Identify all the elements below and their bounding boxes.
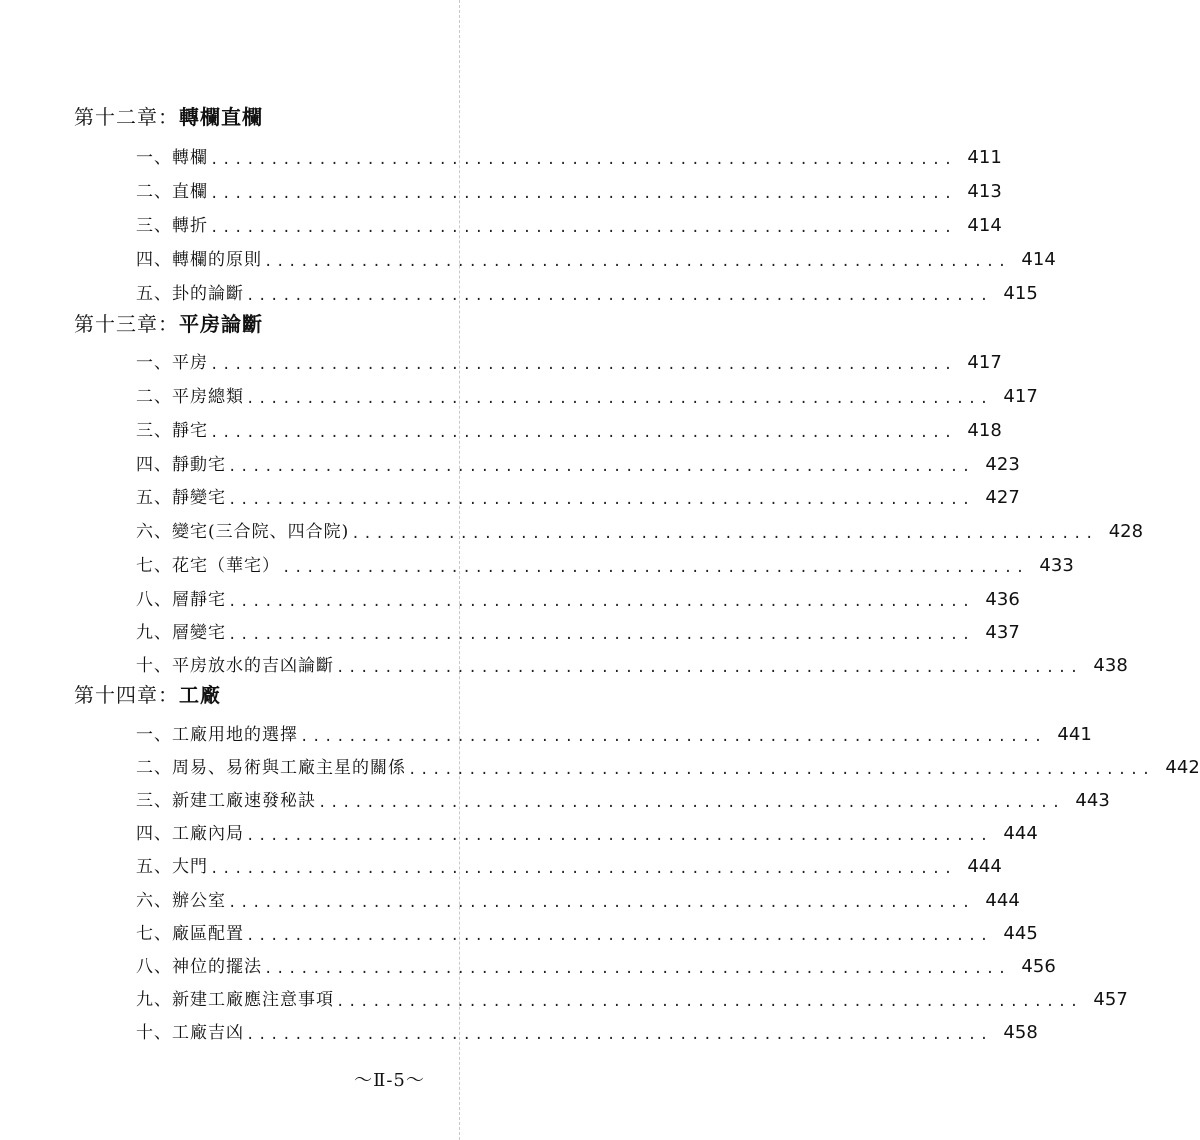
toc-entry[interactable] <box>136 517 1144 545</box>
toc-entry-page: 423 <box>985 454 1020 475</box>
dot-leader: .............................................................. <box>300 729 1046 745</box>
toc-entry-page: 411 <box>967 147 1002 168</box>
dot-leader: .............................................................. <box>351 526 1098 542</box>
toc-entry-label: 七、花宅（華宅） <box>136 556 280 576</box>
toc-entry-page: 433 <box>1039 555 1074 576</box>
toc-entry[interactable] <box>136 585 1020 613</box>
toc-entry-page: 437 <box>985 622 1020 643</box>
dot-leader: .............................................................. <box>246 1027 992 1043</box>
chapter-title: 平房論斷 <box>179 312 263 336</box>
toc-entry[interactable] <box>136 952 1056 980</box>
toc-entry-page: 417 <box>1003 386 1038 407</box>
toc-entry-label: 九、新建工廠應注意事項 <box>136 990 334 1010</box>
toc-entry-label: 一、工廠用地的選擇 <box>136 725 298 745</box>
toc-entry-page: 444 <box>1003 823 1038 844</box>
toc-entry-label: 四、工廠內局 <box>136 824 244 844</box>
toc-entry-label: 十、工廠吉凶 <box>136 1023 244 1043</box>
dot-leader: .............................................................. <box>336 994 1082 1010</box>
toc-entry-label: 四、靜動宅 <box>136 455 226 475</box>
toc-entry[interactable] <box>136 279 1038 307</box>
toc-entry[interactable] <box>136 348 1002 376</box>
toc-entry[interactable] <box>136 483 1020 511</box>
chapter-number: 第十四章： <box>74 683 179 707</box>
chapter-title: 轉欄直欄 <box>179 105 263 129</box>
toc-entry-label: 一、平房 <box>136 353 208 373</box>
dot-leader: .............................................................. <box>336 660 1082 676</box>
toc-entry-page: 457 <box>1093 989 1128 1010</box>
toc-entry-page: 417 <box>967 352 1002 373</box>
toc-entry-page: 438 <box>1093 655 1128 676</box>
toc-entry[interactable] <box>136 651 1128 679</box>
toc-entry-page: 444 <box>967 856 1002 877</box>
toc-entry[interactable] <box>136 852 1002 880</box>
toc-entry[interactable] <box>136 886 1020 914</box>
dot-leader: .............................................................. <box>210 152 956 168</box>
chapter-number: 第十三章： <box>74 312 179 336</box>
toc-entry-label: 八、神位的擺法 <box>136 957 262 977</box>
toc-entry[interactable] <box>136 551 1074 579</box>
toc-entry-label: 六、辦公室 <box>136 891 226 911</box>
toc-entry-label: 三、靜宅 <box>136 421 208 441</box>
page-number: ～Ⅱ-5～ <box>354 1070 425 1091</box>
toc-entry-label: 五、大門 <box>136 857 208 877</box>
toc-entry-label: 一、轉欄 <box>136 148 208 168</box>
dot-leader: .............................................................. <box>318 795 1064 811</box>
dot-leader: .............................................................. <box>246 288 992 304</box>
toc-entry-page: 444 <box>985 890 1020 911</box>
toc-entry[interactable] <box>136 245 1056 273</box>
chapter-title: 工廠 <box>179 683 221 707</box>
toc-entry-page: 445 <box>1003 923 1038 944</box>
dot-leader: .............................................................. <box>228 492 974 508</box>
toc-entry-page: 414 <box>967 215 1002 236</box>
dot-leader: .............................................................. <box>246 828 992 844</box>
toc-entry-page: 415 <box>1003 283 1038 304</box>
dot-leader: .............................................................. <box>246 928 992 944</box>
toc-entry[interactable] <box>136 618 1020 646</box>
dot-leader: .............................................................. <box>228 627 974 643</box>
toc-entry-page: 441 <box>1057 724 1092 745</box>
dot-leader: .............................................................. <box>228 895 974 911</box>
toc-entry-page: 456 <box>1021 956 1056 977</box>
dot-leader: .............................................................. <box>228 594 974 610</box>
toc-entry[interactable] <box>136 416 1002 444</box>
toc-entry-page: 428 <box>1108 521 1144 542</box>
toc-entry-page: 458 <box>1003 1022 1038 1043</box>
toc-entry[interactable] <box>136 720 1092 748</box>
toc-entry-label: 五、卦的論斷 <box>136 284 244 304</box>
toc-entry-label: 二、周易、易術與工廠主星的關係 <box>136 758 406 778</box>
toc-entry-label: 三、轉折 <box>136 216 208 236</box>
dot-leader: .............................................................. <box>210 186 956 202</box>
chapter-number: 第十二章： <box>74 105 179 129</box>
dot-leader: .............................................................. <box>210 425 956 441</box>
chapter-heading <box>74 104 263 130</box>
dot-leader: .............................................................. <box>282 560 1028 576</box>
dot-leader: .............................................................. <box>408 762 1154 778</box>
toc-entry-page: 418 <box>967 420 1002 441</box>
toc-entry-label: 三、新建工廠速發秘訣 <box>136 791 316 811</box>
toc-entry-label: 四、轉欄的原則 <box>136 250 262 270</box>
toc-entry-page: 443 <box>1075 790 1110 811</box>
dot-leader: .............................................................. <box>264 961 1010 977</box>
toc-entry-label: 八、層靜宅 <box>136 590 226 610</box>
toc-entry[interactable] <box>136 177 1002 205</box>
chapter-heading <box>74 311 263 337</box>
toc-entry[interactable] <box>136 1018 1038 1046</box>
toc-entry-label: 二、平房總類 <box>136 387 244 407</box>
toc-entry[interactable] <box>136 211 1002 239</box>
toc-entry[interactable] <box>136 382 1038 410</box>
toc-entry[interactable] <box>136 819 1038 847</box>
toc-entry-label: 十、平房放水的吉凶論斷 <box>136 656 334 676</box>
toc-entry[interactable] <box>136 450 1020 478</box>
toc-entry-page: 442 <box>1165 757 1200 778</box>
toc-entry-page: 436 <box>985 589 1020 610</box>
dot-leader: .............................................................. <box>264 254 1010 270</box>
toc-entry[interactable] <box>136 786 1110 814</box>
dot-leader: .............................................................. <box>228 459 974 475</box>
toc-entry-label: 七、廠區配置 <box>136 924 244 944</box>
toc-entry-page: 414 <box>1021 249 1056 270</box>
toc-entry[interactable] <box>136 985 1128 1013</box>
dot-leader: .............................................................. <box>210 357 956 373</box>
toc-entry-label: 六、變宅(三合院、四合院) <box>136 522 350 542</box>
toc-entry-page: 427 <box>985 487 1020 508</box>
toc-entry[interactable] <box>136 919 1038 947</box>
dot-leader: .............................................................. <box>246 391 992 407</box>
dot-leader: .............................................................. <box>210 220 956 236</box>
dot-leader: .............................................................. <box>210 861 956 877</box>
toc-entry-page: 413 <box>967 181 1002 202</box>
toc-entry-label: 九、層變宅 <box>136 623 226 643</box>
toc-entry-label: 五、靜變宅 <box>136 488 226 508</box>
toc-entry[interactable] <box>136 143 1002 171</box>
chapter-heading <box>74 682 221 708</box>
toc-entry[interactable] <box>136 753 1200 781</box>
toc-entry-label: 二、直欄 <box>136 182 208 202</box>
